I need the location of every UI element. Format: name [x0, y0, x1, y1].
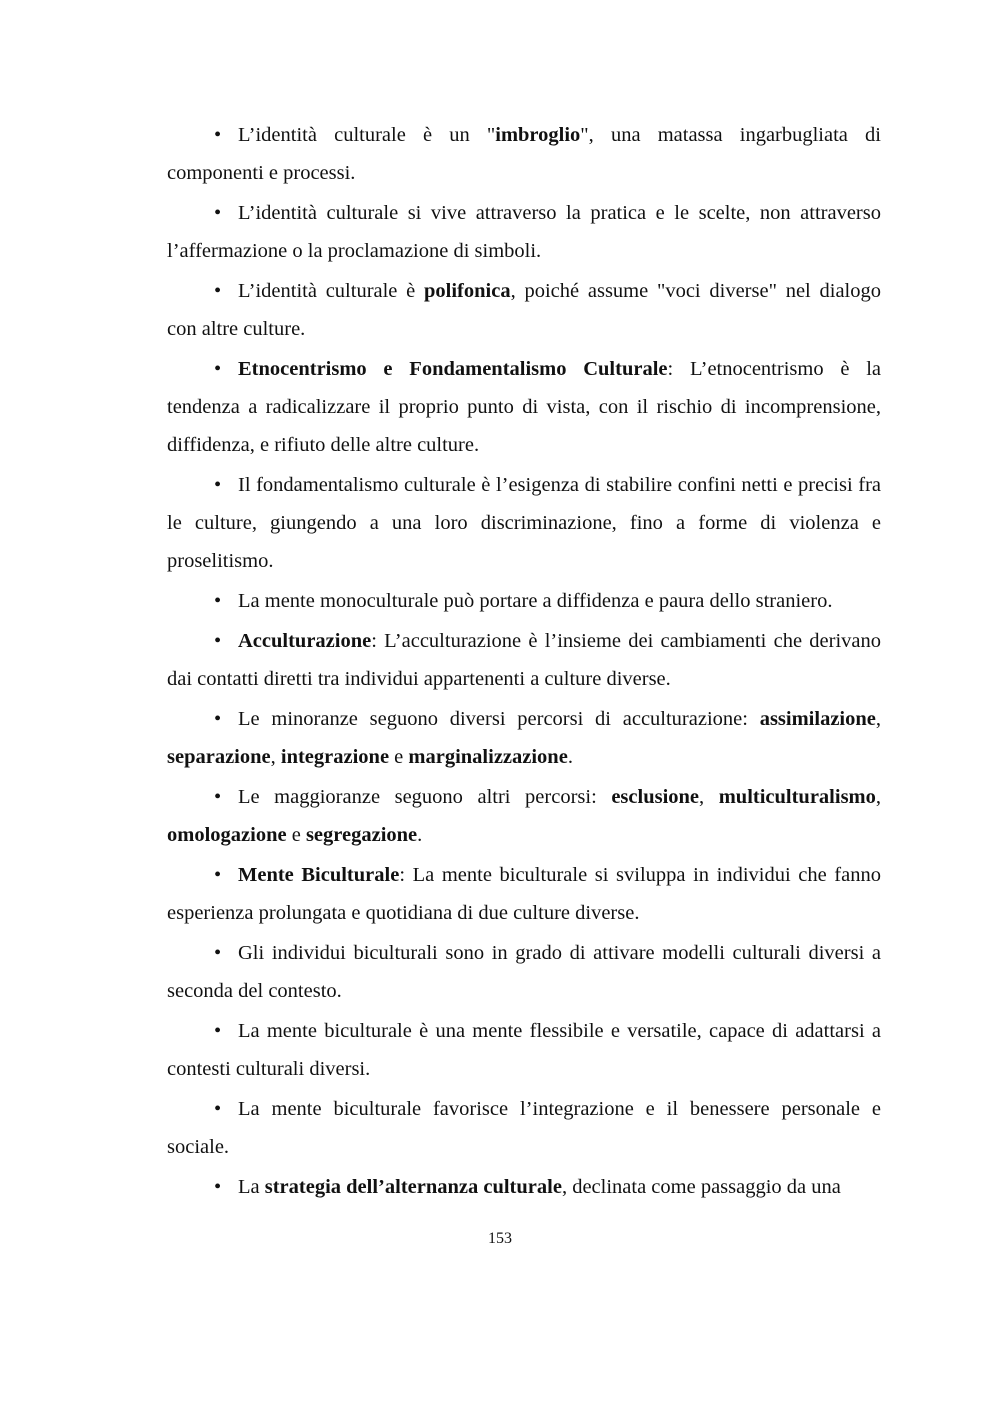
text-segment: La mente monoculturale può portare a diffidenza e paura dello straniero.: [238, 590, 833, 612]
paragraph-majorities: [167, 778, 881, 854]
bullet: •: [214, 474, 222, 496]
text-segment: ,: [875, 708, 881, 730]
text-segment: Il fondamentalismo culturale è l’esigenza di stabilire confini netti e precisi fra le culture, giungendo a una loro discriminazione, fino a forme di violenza e proselitismo.: [167, 474, 881, 572]
bullet: •: [214, 864, 222, 886]
text-segment: La: [238, 1176, 265, 1198]
bold-term: Etnocentrismo e Fondamentalismo Culturale: [238, 358, 668, 380]
bullet: •: [214, 1098, 222, 1120]
paragraph-bicultural-flexible: [167, 1012, 881, 1088]
document-body: [167, 116, 881, 1206]
text-segment: La mente biculturale favorisce l’integrazione e il benessere personale e sociale.: [167, 1098, 881, 1158]
page-number: 153: [488, 1230, 512, 1247]
text-segment: Gli individui biculturali sono in grado di attivare modelli culturali diversi a seconda del contesto.: [167, 942, 881, 1002]
paragraph-monocultural-mind: [167, 582, 881, 620]
text-segment: ,: [875, 786, 882, 808]
bullet: •: [214, 1176, 222, 1198]
paragraph-alternation-strategy: [167, 1168, 881, 1206]
bold-term: strategia dell’alternanza culturale: [264, 1176, 562, 1198]
bullet: •: [214, 942, 222, 964]
text-segment: ,: [270, 746, 281, 768]
paragraph-identity-imbroglio: [167, 116, 881, 192]
text-segment: .: [417, 824, 423, 846]
text-segment: e: [286, 824, 306, 846]
paragraph-acculturation: [167, 622, 881, 698]
bullet: •: [214, 124, 222, 146]
bullet: •: [214, 202, 222, 224]
bold-term: separazione: [167, 746, 271, 768]
text-segment: La mente biculturale è una mente flessibile e versatile, capace di adattarsi a contesti culturali diversi.: [167, 1020, 881, 1080]
text-segment: , declinata come passaggio da una: [561, 1176, 841, 1198]
text-segment: L’identità culturale è: [238, 280, 425, 302]
bold-term: Acculturazione: [238, 630, 372, 652]
paragraph-ethnocentrism: [167, 350, 881, 464]
text-segment: , poiché assume "voci diverse" nel dialogo con altre culture.: [167, 280, 881, 340]
bold-term: Mente Biculturale: [238, 864, 400, 886]
bullet: •: [214, 630, 222, 652]
bold-term: omologazione: [167, 824, 287, 846]
paragraph-bicultural-wellbeing: [167, 1090, 881, 1166]
paragraph-bicultural-individuals: [167, 934, 881, 1010]
text-segment: : La mente biculturale si sviluppa in individui che fanno esperienza prolungata e quotidiana di due culture diverse.: [167, 864, 881, 924]
paragraph-bicultural-mind: [167, 856, 881, 932]
paragraph-fundamentalism: [167, 466, 881, 580]
bullet: •: [214, 786, 222, 808]
bullet: •: [214, 1020, 222, 1042]
bold-term: esclusione: [611, 786, 700, 808]
bold-term: marginalizzazione: [408, 746, 568, 768]
text-segment: ,: [699, 786, 719, 808]
text-segment: Le minoranze seguono diversi percorsi di acculturazione:: [238, 708, 760, 730]
bold-term: integrazione: [280, 746, 390, 768]
bullet: •: [214, 708, 222, 730]
bold-term: segregazione: [305, 824, 418, 846]
text-segment: L’identità culturale è un ": [238, 124, 496, 146]
bold-term: polifonica: [424, 280, 511, 302]
bullet: •: [214, 358, 222, 380]
paragraph-identity-practice: [167, 194, 881, 270]
bullet: •: [214, 590, 222, 612]
bold-term: multiculturalismo: [718, 786, 876, 808]
bold-term: assimilazione: [759, 708, 876, 730]
text-segment: e: [389, 746, 409, 768]
bold-term: imbroglio: [495, 124, 581, 146]
paragraph-identity-polyphonic: [167, 272, 881, 348]
text-segment: : L’etnocentrismo è la tendenza a radicalizzare il proprio punto di vista, con il rischio di incomprensione, diffidenza, e rifiuto delle altre culture.: [167, 358, 881, 456]
text-segment: Le maggioranze seguono altri percorsi:: [238, 786, 612, 808]
text-segment: : L’acculturazione è l’insieme dei cambiamenti che derivano dai contatti diretti tra individui appartenenti a culture diverse.: [167, 630, 881, 690]
text-segment: L’identità culturale si vive attraverso la pratica e le scelte, non attraverso l’affermazione o la proclamazione di simboli.: [167, 202, 881, 262]
text-segment: .: [567, 746, 573, 768]
text-segment: ", una matassa ingarbugliata di componenti e processi.: [167, 124, 882, 184]
bullet: •: [214, 280, 222, 302]
paragraph-minorities: [167, 700, 881, 776]
